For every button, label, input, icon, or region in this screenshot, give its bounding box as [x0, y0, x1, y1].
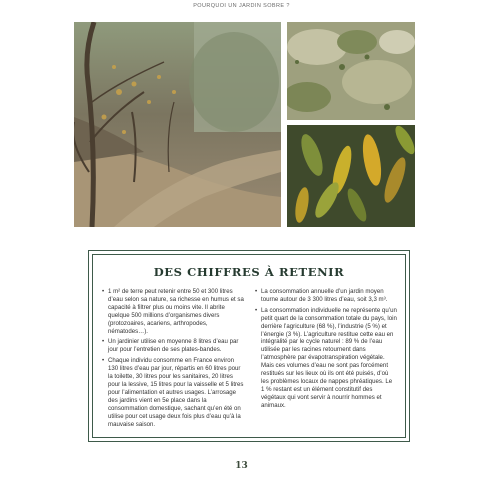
- key-figures-inner-frame: [92, 254, 406, 438]
- bullet: •: [255, 288, 258, 295]
- key-figures-box: [88, 250, 410, 442]
- item-text: Un jardinier utilise en moyenne 8 litres d’eau par jour pour l’entretien de ses plates-bandes.: [108, 338, 239, 354]
- list-item: [102, 288, 244, 335]
- page-number: 13: [235, 461, 248, 471]
- bullet: •: [102, 338, 105, 346]
- item-text: 1 m² de terre peut retenir entre 50 et 300 litres d’eau selon sa nature, sa richesse en humus et sa capacité à filtrer plus ou moins vite. Il abrite quelque 500 millions d’organismes divers (protozoaires, acariens, arthropodes, nématodes…).: [108, 288, 244, 335]
- list-item: [255, 288, 397, 304]
- left-column: [102, 288, 244, 431]
- yellow-leaves-photo: [287, 125, 415, 227]
- box-title: DES CHIFFRES À RETENIR: [153, 265, 345, 279]
- bullet: •: [102, 288, 105, 295]
- item-text: La consommation individuelle ne représente qu’un petit quart de la consommation totale du pays, loin derrière l’agriculture (68 %), l’industrie (5 %) et l’énergie (3 %). L’agriculture restitue cette eau en intégralité par le cycle naturel : 89 % de l’eau utilisée par les racines retournent dans l’atmosphère par évapotranspiration végétale. Mais ces volumes d’eau ne sont pas forcément restitués sur les lieux où ils ont été puisés, d’où les problèmes locaux de nappes phréatiques. Le 1 % restant est un élément constitutif des végétaux qui vont servir à nourrir hommes et animaux.: [261, 306, 397, 409]
- mossy-ground-photo: [287, 22, 415, 120]
- bullet: •: [255, 306, 258, 314]
- list-item: [255, 307, 397, 410]
- bullet: •: [102, 357, 105, 365]
- running-head: POURQUOI UN JARDIN SOBRE ?: [193, 3, 290, 9]
- right-column: [255, 288, 397, 413]
- list-item: [102, 338, 244, 354]
- list-item: [102, 357, 244, 428]
- item-text: Chaque individu consomme en France environ 130 litres d’eau par jour, répartis en 60 litres pour la toilette, 30 litres pour les sanitaires, 20 litres pour la lessive, 15 litres pour la vaisselle et 5 litres pour l’alimentation et autres usages. L’arrosage des jardins vient en 5e place dans la consommation domestique, sachant qu’en été on utilise pour cet usage deux fois plus d’eau qu’à la mauvaise saison.: [108, 357, 244, 428]
- item-text: La consommation annuelle d’un jardin moyen tourne autour de 3 300 litres d’eau, soit 3,3 m³.: [261, 288, 388, 303]
- woodland-path-photo: [74, 22, 281, 227]
